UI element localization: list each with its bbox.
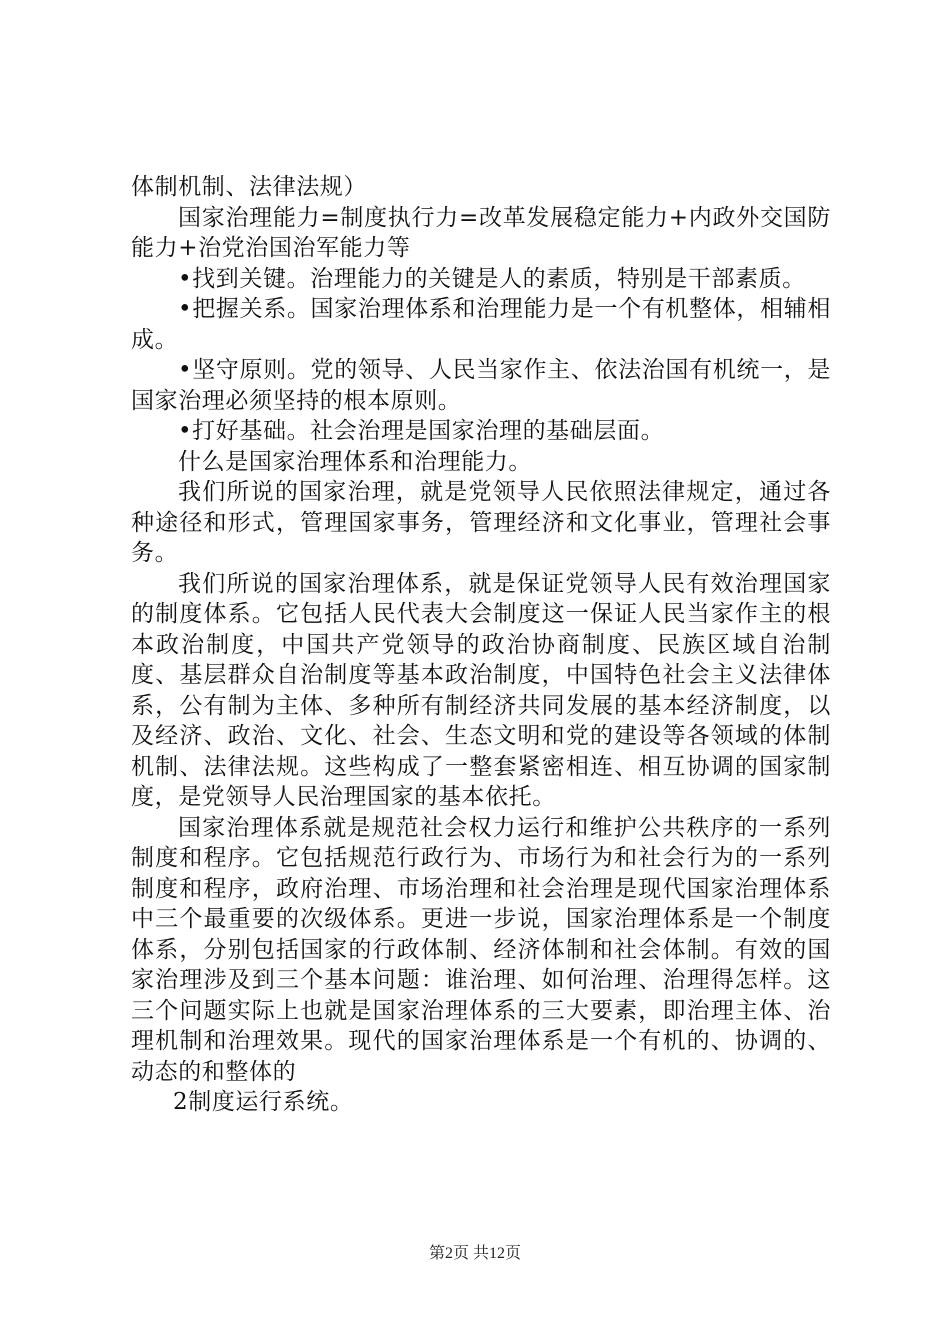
paragraph-system-operation: 2制度运行系统。 — [173, 1089, 354, 1115]
bullet-grasp-relation: •把握关系。国家治理体系和治理能力是一个有机整体，相辅相成。 — [131, 296, 831, 353]
paragraph-capacity-formula: 国家治理能力=制度执行力=改革发展稳定能力+内政外交国防能力+治党治国治军能力等 — [131, 204, 831, 261]
bullet-keep-principle: •坚守原则。党的领导、人民当家作主、依法治国有机统一，是国家治理必须坚持的根本原则。 — [131, 357, 831, 414]
bullet-find-key: •找到关键。治理能力的关键是人的素质，特别是干部素质。 — [178, 265, 806, 292]
paragraph-continuation: 体制机制、法律法规） — [131, 174, 367, 200]
paragraph-system-rules: 国家治理体系就是规范社会权力运行和维护公共秩序的一系列制度和程序。它包括规范行政行为、市场行为和社会行为的一系列制度和程序，政府治理、市场治理和社会治理是现代国家治理体系中三个最重要的次级体系。更进一步说，国家治理体系是一个制度体系，分别包括国家的行政体制、经济体制和社会体制。有效的国家治理涉及到三个基本问题：谁治理、如何治理、治理得怎样。这三个问题实际上也就是国家治理体系的三大要素，即治理主体、治理机制和治理效果。现代的国家治理体系是一个有机的、协调的、动态的和整体的 — [131, 814, 831, 1085]
section-question: 什么是国家治理体系和治理能力。 — [178, 448, 532, 475]
document-body — [131, 172, 831, 1118]
page-footer: 第2页 共12页 — [428, 1245, 521, 1262]
bullet-lay-foundation: •打好基础。社会治理是国家治理的基础层面。 — [178, 418, 665, 444]
paragraph-governance-definition: 我们所说的国家治理，就是党领导人民依照法律规定，通过各种途径和形式，管理国家事务，管理经济和文化事业，管理社会事务。 — [131, 479, 831, 566]
paragraph-governance-system: 我们所说的国家治理体系，就是保证党领导人民有效治理国家的制度体系。它包括人民代表大会制度这一保证人民当家作主的根本政治制度，中国共产党领导的政治协商制度、民族区域自治制度、基层群众自治制度等基本政治制度，中国特色社会主义法律体系，公有制为主体、多种所有制经济共同发展的基本经济制度，以及经济、政治、文化、社会、生态文明和党的建设等各领域的体制机制、法律法规。这些构成了一整套紧密相连、相互协调的国家制度，是党领导人民治理国家的基本依托。 — [131, 570, 831, 810]
